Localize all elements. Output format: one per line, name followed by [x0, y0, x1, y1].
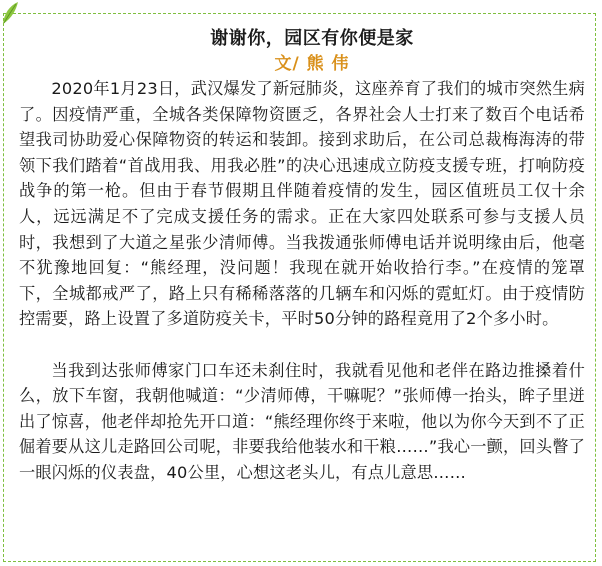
- article-paragraph: 当我到达张师傅家门口车还未刹住时，我就看见他和老伴在路边推搡着什么，放下车窗，我朝他喊道：“少清师傅，干嘛呢？”张师傅一抬头，眸子里迸出了惊喜，他老伴却抢先开口道：“熊经理你终于来啦，他以为你今天到不了正倔着要从这儿走路回公司呢，非要我给他装水和干粮……”我心一颤，回头瞥了一眼闪烁的仪表盘，40公里，心想这老头儿，有点儿意思……: [19, 360, 585, 482]
- article-author: 文/ 熊 伟: [274, 54, 350, 74]
- leaf-icon: [1, 0, 19, 26]
- article-content: [19, 26, 585, 486]
- paragraph-gap: [19, 332, 585, 358]
- article-paragraph: 2020年1月23日，武汉爆发了新冠肺炎，这座养育了我们的城市突然生病了。因疫情严重，全城各类保障物资匮乏，各界社会人士打来了数百个电话希望我司协助爱心保障物资的转运和装卸。接到求助后，在公司总裁梅海涛的带领下我们踏着“首战用我、用我必胜”的决心迅速成立防疫支援专班，打响防疫战争的第一枪。但由于春节假期且伴随着疫情的发生，园区值班员工仅十余人，远远满足不了完成支援任务的需求。正在大家四处联系可参与支援人员时，我想到了大道之星张少清师傅。当我拨通张师傅电话并说明缘由后，他毫不犹豫地回复：“熊经理，没问题！我现在就开始收拾行李。”在疫情的笼罩下，全城都戒严了，路上只有稀稀落落的几辆车和闪烁的霓虹灯。由于疫情防控需要，路上设置了多道防疫关卡，平时50分钟的路程竟用了2个多小时。: [19, 79, 585, 329]
- article-title: 谢谢你，园区有你便是家: [210, 28, 414, 49]
